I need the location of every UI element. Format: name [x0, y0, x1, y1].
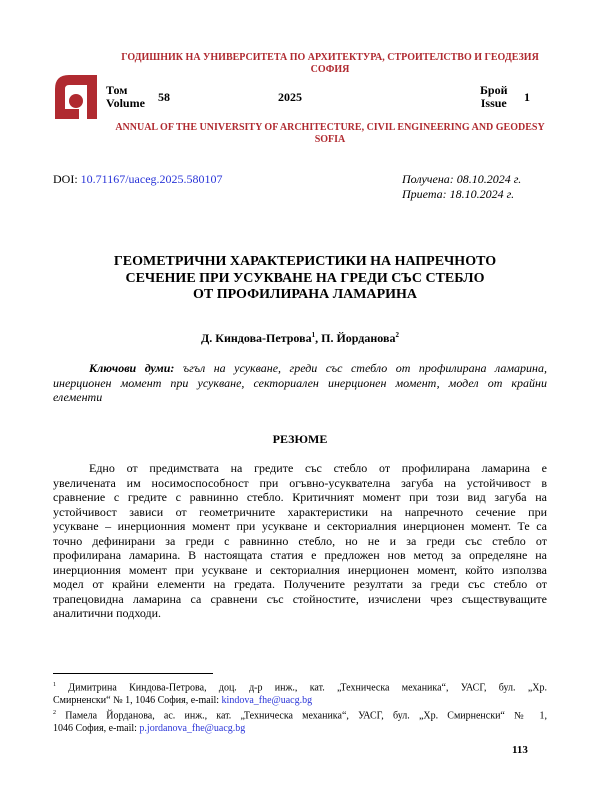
title-line: СЕЧЕНИЕ ПРИ УСУКВАНЕ НА ГРЕДИ СЪС СТЕБЛО	[125, 270, 485, 286]
abstract-body	[53, 461, 547, 621]
abstract-line: увеличената им носимоспособност при огъвно-усуквателна загуба на устойчивост в	[53, 475, 547, 490]
volume-label	[106, 84, 145, 110]
keywords-line: елементи	[53, 390, 103, 404]
keywords-line: инерционен момент при усукване, секториален инерционен момент, модел от крайни	[53, 375, 547, 390]
journal-title-en-line1: ANNUAL OF THE UNIVERSITY OF ARCHITECTURE, CIVIL ENGINEERING AND GEODESY	[115, 122, 545, 133]
author-1: Д. Киндова-Петрова	[201, 331, 312, 345]
abstract-line: профилирана ламарина. В настоящата статия е предложен нов метод за определяне на	[53, 548, 547, 562]
title-line: ОТ ПРОФИЛИРАНА ЛАМАРИНА	[192, 287, 418, 302]
paper-title	[70, 254, 540, 304]
abstract-line: устойчивост зависи от геометричните характеристики на напречното сечение при	[53, 504, 547, 519]
journal-title-bg-line1: ГОДИШНИК НА УНИВЕРСИТЕТА ПО АРХИТЕКТУРА, СТРОИТЕЛСТВО И ГЕОДЕЗИЯ	[121, 52, 539, 63]
keywords-label: Ключови думи:	[89, 361, 175, 375]
journal-title-bg	[95, 52, 565, 76]
uacg-logo-icon	[53, 73, 99, 119]
volume-number: 58	[158, 90, 170, 104]
footnote-1-text: Димитрина Киндова-Петрова, доц. д-р инж., кат. „Техническа механика“, УАСГ, бул. „Хр.	[56, 682, 547, 694]
footnote-2-number: 2	[53, 710, 56, 717]
author-1-footnote-ref: 1	[311, 331, 316, 339]
dates	[402, 172, 521, 202]
authors	[53, 331, 547, 346]
abstract-line: инерционния момент при усукване и секториалния инерционен момент, който използва	[53, 562, 547, 577]
issue-label-bg: Брой	[480, 83, 508, 97]
abstract-line: трапецовидна ламарина са сравнени със стойностите, изчислени чрез съществуващите	[53, 591, 547, 606]
volume-label-bg: Том	[106, 83, 128, 97]
footnote-2-text-2: 1046 София, e-mail:	[53, 723, 140, 735]
author-2: П. Йорданова	[321, 331, 396, 345]
keywords-text: ъгъл на усукване, греди със стебло от профилирана ламарина,	[174, 361, 547, 375]
footnote-1-text-2: Смирненски“ № 1, 1046 София, e-mail:	[53, 694, 222, 706]
footnote-2-line1	[53, 707, 547, 723]
journal-title-en	[95, 122, 565, 146]
issue-label	[480, 84, 508, 110]
keywords-line	[53, 361, 547, 376]
doi-label: DOI:	[53, 172, 78, 186]
title-line: ГЕОМЕТРИЧНИ ХАРАКТЕРИСТИКИ НА НАПРЕЧНОТО	[113, 254, 497, 269]
received-date: Получена: 08.10.2024 г.	[402, 172, 522, 186]
issue-label-en: Issue	[480, 96, 507, 110]
abstract-heading: РЕЗЮМЕ	[272, 432, 328, 446]
abstract-line: Едно от предимствата на гредите със стебло от профилирана ламарина е	[89, 461, 547, 475]
year: 2025	[278, 90, 302, 104]
abstract-line: модел от крайни елементи на гредата. Получените резултати за греди със стебло от	[53, 577, 547, 591]
keywords	[53, 361, 547, 405]
volume-label-en: Volume	[106, 96, 145, 110]
footnote-divider	[53, 673, 213, 674]
issue-number: 1	[524, 90, 530, 104]
footnote-1-email-link[interactable]: kindova_fhe@uacg.bg	[221, 694, 313, 706]
abstract-line: аналитични подходи.	[53, 606, 162, 620]
author-separator: ,	[315, 331, 322, 345]
footnotes	[53, 679, 547, 736]
footnote-1-line2	[53, 695, 547, 708]
footnote-1-line1	[53, 679, 547, 695]
doi	[53, 172, 223, 187]
journal-title-en-line2: SOFIA	[314, 134, 346, 145]
abstract-line: точно дефинирани за греди с равнинно стебло, но не и за греди със стебло от	[53, 533, 547, 548]
journal-title-bg-line2: СОФИЯ	[310, 64, 350, 75]
footnote-2-line2	[53, 723, 547, 736]
footnote-2-email-link[interactable]: p.jordanova_fhe@uacg.bg	[139, 723, 246, 735]
abstract-line: усукване – инерционния момент при усукване и секториалния инерционен момент. Те са	[53, 519, 547, 533]
footnote-2-text: Памела Йорданова, ас. инж., кат. „Техническа механика“, УАСГ, бул. „Хр. Смирненски“ № 1,	[56, 710, 547, 722]
abstract-line: сравнение с гредите с равнинно стебло. Критичният момент при този вид загуба на	[53, 490, 547, 504]
page-number: 113	[512, 744, 528, 756]
accepted-date: Приета: 18.10.2024 г.	[402, 187, 515, 201]
footnote-1-number: 1	[53, 682, 56, 688]
doi-link[interactable]: 10.71167/uaceg.2025.580107	[80, 172, 223, 186]
author-2-footnote-ref: 2	[395, 331, 399, 339]
